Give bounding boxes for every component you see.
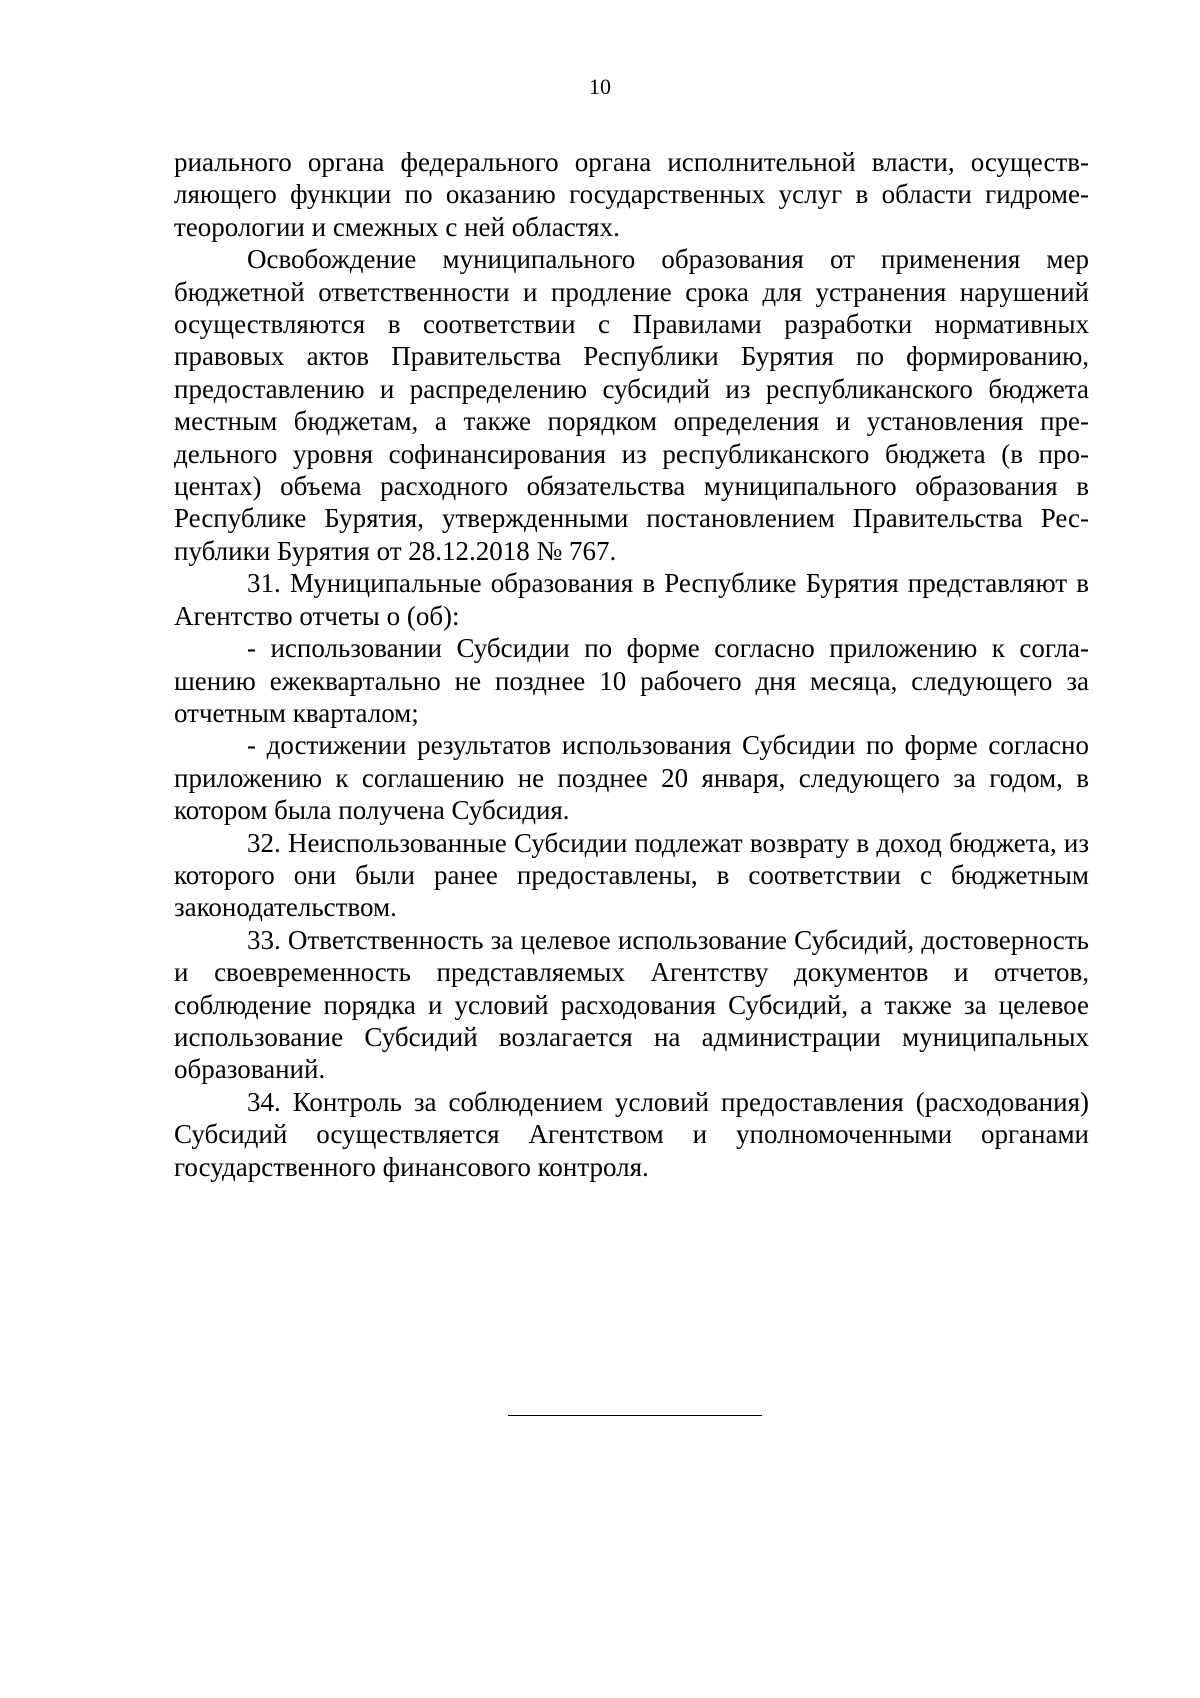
end-of-document-rule [508, 1415, 762, 1416]
list-item-results-report: - достижении результатов использования Субсидии по форме согласно приложению к соглашению не позднее 20 января, следующего за годом, в котором была получена Субсидия. [174, 730, 1089, 826]
paragraph-31: 31. Муниципальные образования в Республике Бурятия представляют в Агентство отчеты о (об): [174, 568, 1089, 631]
paragraph-budget-responsibility: Освобождение муниципального образования от применения мер бюджетной ответственности и продление срока для устранения нарушений осуществляются в соответствии с Правилами разработки нормативных правовых актов Правительства Республики Бурятия по формированию, предоставлению и распределению субсидий из республиканского бюджета местным бюджетам, а также порядком определения и установления предельного уровня софинансирования из республиканского бюджета (в процентах) объема расходного обязательства муниципального образования в Республике Бурятия, утвержденными постановлением Правительства Республики Бурятия от 28.12.2018 № 767. [174, 244, 1089, 566]
list-item-usage-report: - использовании Субсидии по форме согласно приложению к соглашению ежеквартально не позднее 10 рабочего дня месяца, следующего за отчетным кварталом; [174, 633, 1089, 728]
page-number: 10 [589, 74, 611, 99]
paragraph-33: 33. Ответственность за целевое использование Субсидий, достоверность и своевременность представляемых Агентству документов и отчетов, соблюдение порядка и условий расходования Субсидий, а также за целевое использование Субсидий возлагается на администрации муниципальных образований. [174, 924, 1089, 1085]
paragraph-32: 32. Неиспользованные Субсидии подлежат возврату в доход бюджета, из которого они были ранее предоставлены, в соответствии с бюджетным законодательством. [174, 827, 1089, 923]
paragraph-continuation: риального органа федерального органа исполнительной власти, осуществляющего функции по оказанию государственных услуг в области гидрометеорологии и смежных с ней областях. [174, 147, 1089, 242]
document-body [174, 146, 1089, 1183]
paragraph-34: 34. Контроль за соблюдением условий предоставления (расходования) Субсидий осуществляется Агентством и уполномоченными органами государственного финансового контроля. [174, 1086, 1089, 1182]
